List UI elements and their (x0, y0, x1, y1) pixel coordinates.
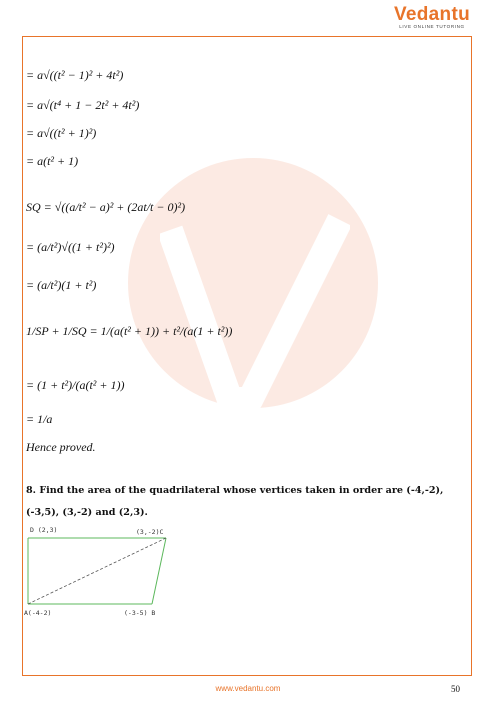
eq-sq-step-1: = (a/t²)√((1 + t²)²) (26, 240, 115, 254)
label-a: A(-4-2) (24, 609, 52, 617)
label-d: D (2,3) (30, 526, 58, 534)
eq-reciprocal-sum: 1/SP + 1/SQ = 1/(a(t² + 1)) + t²/(a(1 + t²)) (26, 324, 233, 338)
hence-proved: Hence proved. (26, 440, 96, 454)
eq-line-4: = a(t² + 1) (26, 154, 79, 168)
logo-tagline: LIVE ONLINE TUTORING (399, 24, 465, 29)
eq-sq-step-2: = (a/t²)(1 + t²) (26, 278, 97, 292)
logo-brand: Vedantu (393, 4, 470, 25)
footer-url[interactable]: www.vedantu.com (215, 684, 281, 693)
eq-sq-definition: SQ = √((a/t² − a)² + (2at/t − 0)²) (26, 200, 186, 214)
eq-line-1: = a√((t² − 1)² + 4t²) (26, 68, 124, 82)
eq-sum-step-1: = (1 + t²)/(a(t² + 1)) (26, 378, 125, 392)
quadrilateral-diagram (24, 522, 174, 622)
edge-bc (152, 538, 166, 604)
label-b: (-3-5) B (124, 609, 156, 617)
eq-line-2: = a√(t⁴ + 1 − 2t² + 4t²) (26, 98, 140, 112)
question-8: 8. Find the area of the quadrilateral whose vertices taken in order are (-4,-2), (-3,5), (3,-2) and (2,3). (26, 485, 444, 518)
eq-sum-step-2: = 1/a (26, 412, 53, 426)
diagonal-ac (28, 538, 166, 604)
eq-line-3: = a√((t² + 1)²) (26, 126, 97, 140)
label-c: (3,-2)C (136, 528, 164, 536)
vedantu-logo (394, 4, 470, 29)
page-number: 50 (451, 684, 460, 694)
